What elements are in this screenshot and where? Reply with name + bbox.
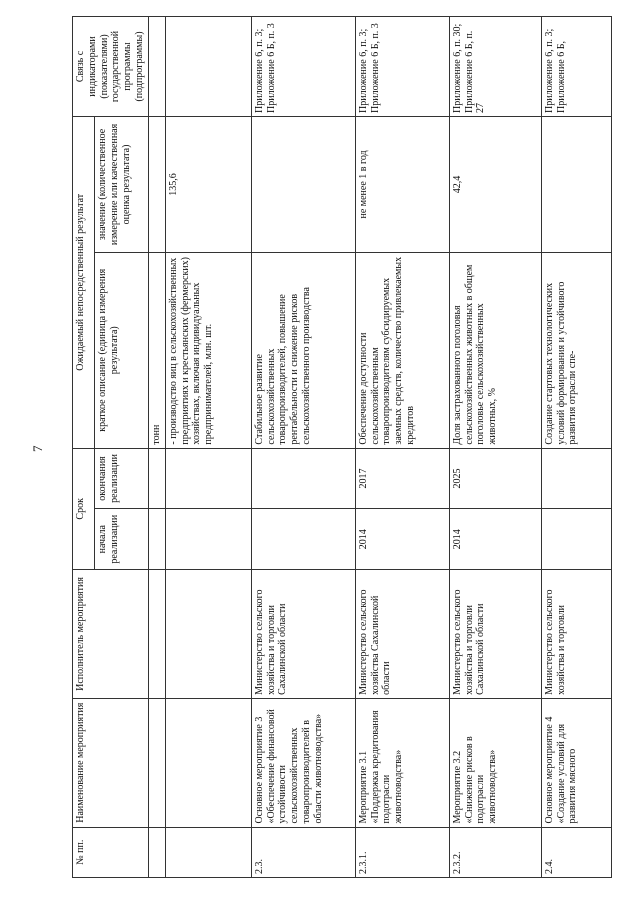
cell-executor: Министерство сельского хозяйства и торговли Сахалинской области	[449, 570, 541, 699]
cell-num: 2.3.2.	[449, 827, 541, 877]
cell-end	[541, 448, 611, 509]
cell-link: Приложение 6, п. 30; Приложение 6 Б, п. 27	[449, 17, 541, 117]
cell-end	[251, 448, 355, 509]
page-number: 7	[30, 445, 45, 452]
cell-end: 2025	[449, 448, 541, 509]
cell-end	[165, 448, 251, 509]
header-start: начала реализации	[95, 509, 149, 570]
header-value: значение (количественное измерение или качественная оценка результата)	[95, 116, 149, 252]
cell-description: Создание стартовых технологических условий формирования и устойчивого развития отрасли спе-	[541, 252, 611, 448]
cell-num: 2.3.1.	[355, 827, 449, 877]
cell-link	[165, 17, 251, 117]
table-row	[355, 17, 449, 878]
cell-value	[251, 116, 355, 252]
cell-description: Обеспечение доступности сельскохозяйственным товаропроизводителям субсидируемых заемных средств, количество привлекаемых кредитов	[355, 252, 449, 448]
rotated-table-container	[72, 16, 612, 878]
cell-executor: Министерство сельского хозяйства Сахалинской области	[355, 570, 449, 699]
header-result: Ожидаемый непосредственный результат	[73, 116, 95, 448]
cell-start: 2014	[449, 509, 541, 570]
cell-num: 2.4.	[541, 827, 611, 877]
header-link: Связь с индикаторами (показателями) государственной программы (подпрограммы)	[73, 17, 149, 117]
cell-link: Приложение 6, п. 3; Приложение 6 Б, п. 3	[251, 17, 355, 117]
cell-start	[165, 509, 251, 570]
cell-num: 2.3.	[251, 827, 355, 877]
table-row	[165, 17, 251, 878]
cell-name	[148, 698, 165, 827]
header-executor: Исполнитель мероприятия	[73, 570, 149, 699]
header-term: Срок	[73, 448, 95, 570]
cell-start: 2014	[355, 509, 449, 570]
cell-executor	[148, 570, 165, 699]
header-name: Наименование мероприятия	[73, 698, 149, 827]
table-row	[148, 17, 165, 878]
cell-description: Стабильное развитие сельскохозяйственных товаропроизводителей, повышение рентабельности и снижение рисков сельскохозяйственного производства	[251, 252, 355, 448]
cell-name: Мероприятие 3.2 «Снижение рисков в подотрасли животноводства»	[449, 698, 541, 827]
table-row	[251, 17, 355, 878]
header-description: краткое описание (единица измерения результата)	[95, 252, 149, 448]
measures-table	[72, 16, 612, 878]
table-row	[449, 17, 541, 878]
cell-link	[148, 17, 165, 117]
cell-value: не менее 1 в год	[355, 116, 449, 252]
cell-name: Основное мероприятие 3 «Обеспечение финансовой устойчивости сельскохозяйственных товаропроизводителей в области животноводства»	[251, 698, 355, 827]
cell-value: 42,4	[449, 116, 541, 252]
cell-name: Основное мероприятие 4 «Создание условий для развития мясного	[541, 698, 611, 827]
cell-description: тонн	[148, 252, 165, 448]
cell-start	[148, 509, 165, 570]
table-row	[541, 17, 611, 878]
cell-value	[541, 116, 611, 252]
cell-executor: Министерство сельского хозяйства и торговли	[541, 570, 611, 699]
cell-description: Доля застрахованного поголовья сельскохозяйственных животных в общем поголовье сельскохозяйственных животных, %	[449, 252, 541, 448]
cell-name: Мероприятие 3.1 «Поддержка кредитования подотрасли животноводства»	[355, 698, 449, 827]
cell-num	[165, 827, 251, 877]
cell-start	[251, 509, 355, 570]
cell-link: Приложение 6, п. 3; Приложение 6 Б, п. 3	[355, 17, 449, 117]
header-num: № пп.	[73, 827, 149, 877]
cell-end	[148, 448, 165, 509]
cell-value	[148, 116, 165, 252]
cell-end: 2017	[355, 448, 449, 509]
cell-executor: Министерство сельского хозяйства и торговли Сахалинской области	[251, 570, 355, 699]
cell-description: - производство яиц в сельскохозяйственных предприятиях и крестьянских (фермерских) хозяйствах, включая индивидуальных предпринимателей, млн. шт.	[165, 252, 251, 448]
cell-name	[165, 698, 251, 827]
header-row-1	[73, 17, 95, 878]
cell-value: 135,6	[165, 116, 251, 252]
cell-link: Приложение 6, п. 3; Приложение 6 Б,	[541, 17, 611, 117]
cell-start	[541, 509, 611, 570]
cell-executor	[165, 570, 251, 699]
cell-num	[148, 827, 165, 877]
header-end: окончания реализации	[95, 448, 149, 509]
